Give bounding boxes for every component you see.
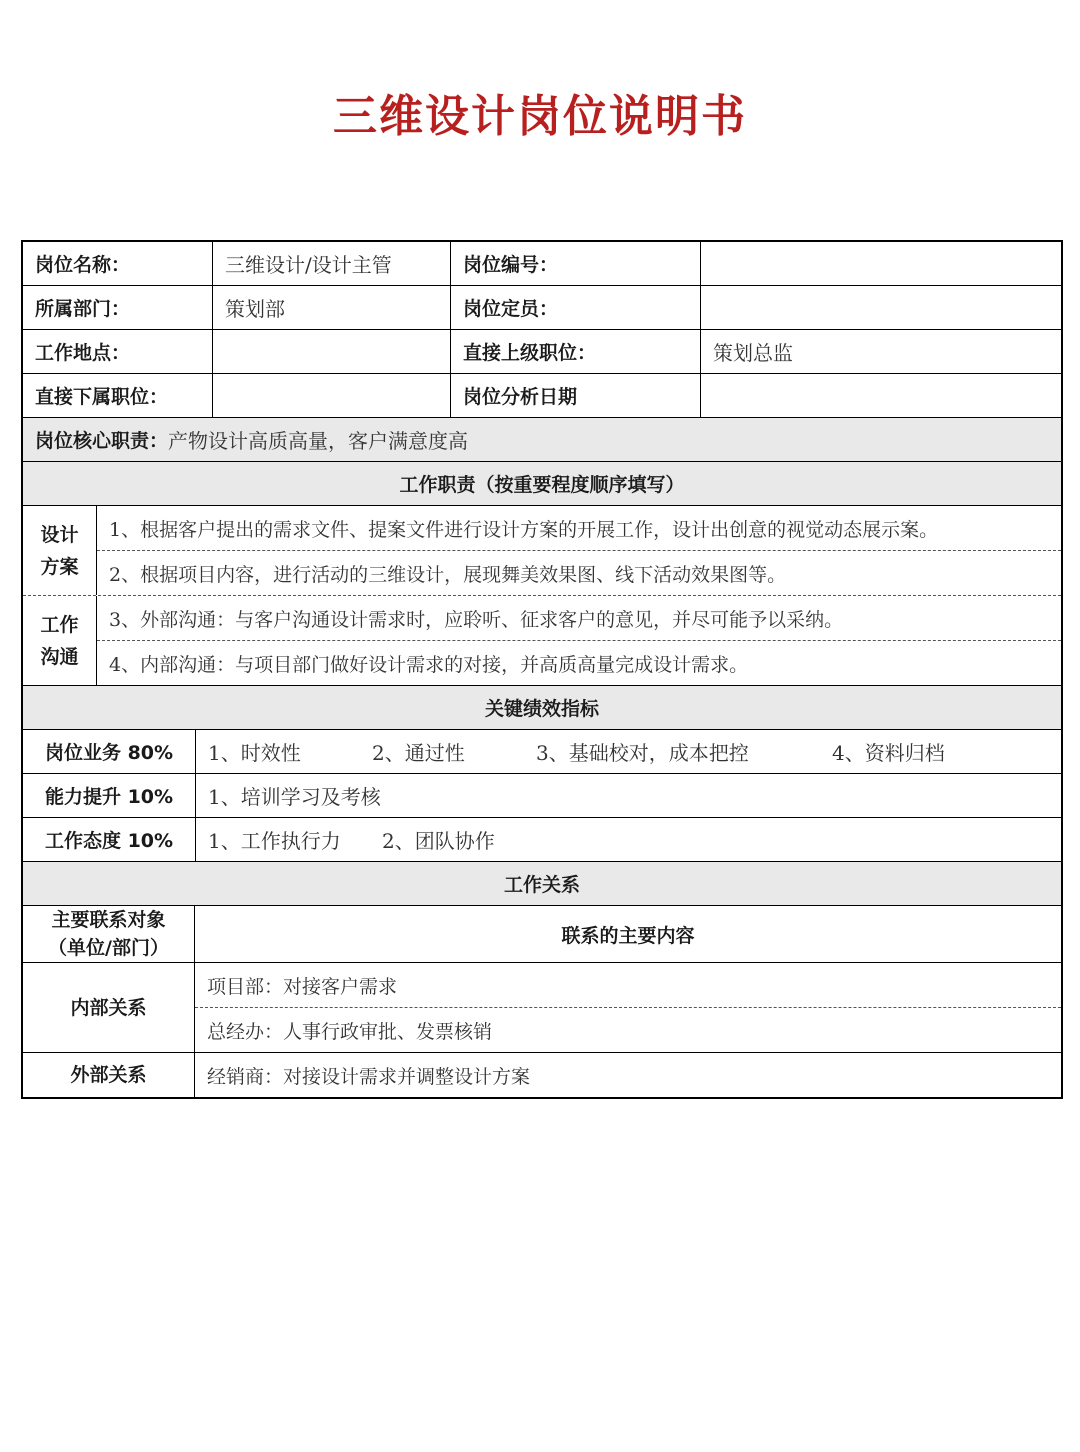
core-value: 产物设计高质高量，客户满意度高: [168, 429, 469, 453]
kpi-header: 关键绩效指标: [23, 685, 1061, 729]
job-description-table: [21, 240, 1063, 1099]
work-location-value: [212, 330, 450, 373]
kpi-item: 1、工作执行力: [208, 829, 341, 853]
core-responsibility: [23, 417, 1061, 461]
duties-header: 工作职责（按重要程度顺序填写）: [23, 461, 1061, 505]
direct-superior-label: 直接上级职位：: [450, 330, 700, 373]
kpi-items: [195, 774, 1061, 817]
kpi-item: 2、团队协作: [382, 829, 495, 853]
relations-column-header: [23, 905, 1061, 962]
headcount-value: [700, 286, 1061, 329]
duty-item: 1、根据客户提出的需求文件、提案文件进行设计方案的开展工作，设计出创意的视觉动态展示案。: [109, 518, 939, 541]
contact-object-title: 主要联系对象: [51, 909, 166, 931]
contact-content-header: 联系的主要内容: [561, 924, 695, 947]
subordinate-value: [212, 374, 450, 417]
kpi-row: [23, 817, 1061, 861]
kpi-item: 1、时效性: [208, 741, 301, 765]
duty-item: 3、外部沟通：与客户沟通设计需求时，应聆听、征求客户的意见，并尽可能予以采纳。: [109, 608, 844, 631]
duty-item: 4、内部沟通：与项目部门做好设计需求的对接，并高质高量完成设计需求。: [97, 640, 1061, 685]
kpi-row: [23, 773, 1061, 817]
analysis-date-label: 岗位分析日期: [450, 374, 700, 417]
position-name-label: 岗位名称：: [35, 254, 131, 276]
duty-group-design: [23, 505, 1061, 595]
external-relations: [23, 1052, 1061, 1097]
kpi-items: [195, 730, 1061, 773]
relations-header: 工作关系: [23, 861, 1061, 905]
headcount-label: 岗位定员：: [450, 286, 700, 329]
duty-group-label: [23, 596, 97, 685]
duty-group-label: [23, 506, 97, 595]
relation-item: 总经办：人事行政审批、发票核销: [195, 1007, 1061, 1052]
kpi-item: 1、培训学习及考核: [208, 785, 381, 809]
kpi-label: 岗位业务 80%: [44, 742, 174, 764]
kpi-label: 能力提升 10%: [44, 786, 174, 808]
duty-group-label-bottom: 方案: [40, 555, 79, 578]
department-value: 策划部: [212, 286, 450, 329]
analysis-date-value: [700, 374, 1061, 417]
relation-item: 经销商：对接设计需求并调整设计方案: [207, 1065, 531, 1088]
duty-item: 2、根据项目内容，进行活动的三维设计，展现舞美效果图、线下活动效果图等。: [97, 550, 1061, 595]
kpi-item: 4、资料归档: [832, 741, 945, 765]
duty-group-communication: [23, 595, 1061, 685]
kpi-item: 3、基础校对，成本把控: [536, 741, 749, 765]
kpi-row: [23, 729, 1061, 773]
position-code-label: 岗位编号：: [450, 242, 700, 285]
subordinate-label: 直接下属职位：: [35, 386, 169, 408]
position-code-value: [700, 242, 1061, 285]
position-name-value: 三维设计/设计主管: [212, 242, 450, 285]
info-row: [23, 285, 1061, 329]
duty-group-label-bottom: 沟通: [40, 645, 79, 668]
external-relations-label: 外部关系: [23, 1053, 195, 1097]
info-row: [23, 242, 1061, 285]
core-label: 岗位核心职责：: [35, 430, 169, 452]
info-row: [23, 329, 1061, 373]
contact-object-subtitle: （单位/部门）: [48, 937, 169, 959]
kpi-item: 2、通过性: [372, 741, 465, 765]
contact-object-header: [23, 906, 195, 962]
kpi-label: 工作态度 10%: [44, 830, 174, 852]
internal-relations-label: 内部关系: [23, 963, 195, 1052]
department-label: 所属部门：: [35, 298, 131, 320]
internal-relations: [23, 962, 1061, 1052]
direct-superior-value: 策划总监: [700, 330, 1061, 373]
info-row: [23, 373, 1061, 417]
duty-group-label-top: 工作: [40, 613, 79, 636]
page-title: 三维设计岗位说明书: [333, 91, 747, 142]
kpi-items: [195, 818, 1061, 861]
relation-item: 项目部：对接客户需求: [207, 975, 398, 998]
duty-group-label-top: 设计: [40, 523, 79, 546]
work-location-label: 工作地点：: [35, 342, 131, 364]
